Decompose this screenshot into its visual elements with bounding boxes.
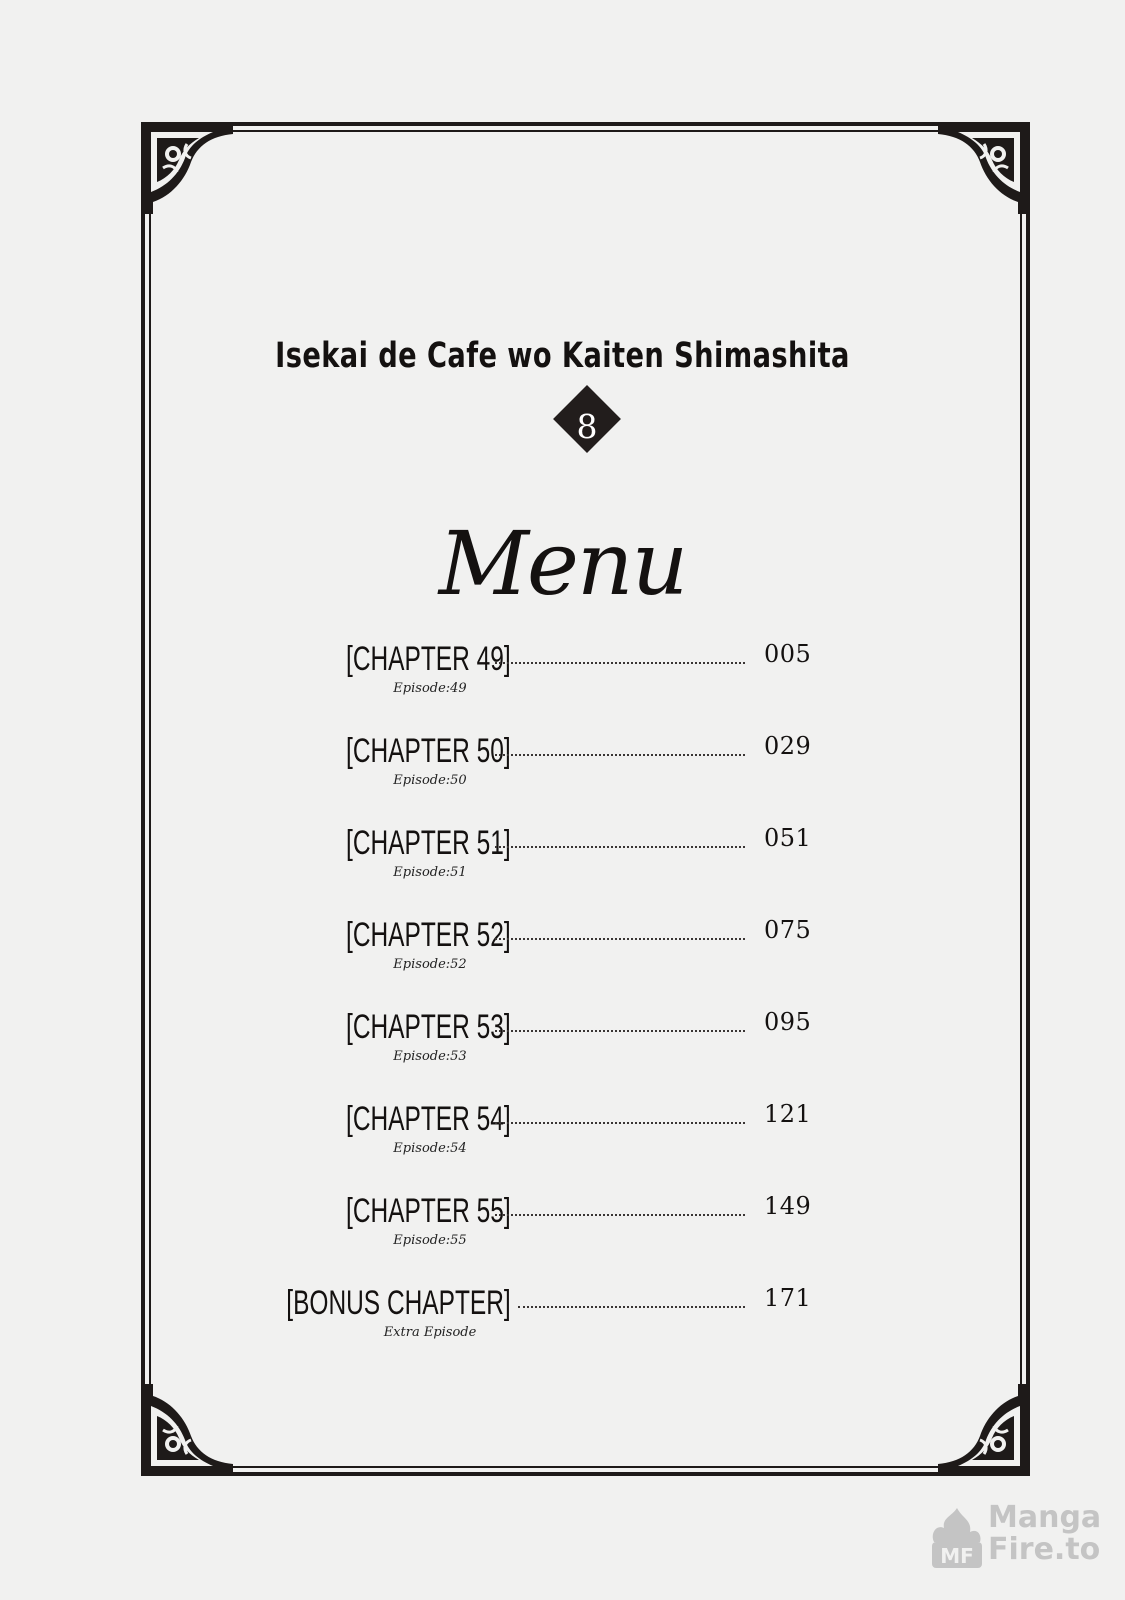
toc-entry-bonus[interactable] xyxy=(286,1284,820,1354)
toc-episode-label: Episode:53 xyxy=(393,1049,467,1064)
toc-page-number: 171 xyxy=(764,1284,812,1312)
toc-chapter-label: [CHAPTER 49] xyxy=(346,640,511,678)
toc-dot-leader xyxy=(495,1030,745,1032)
toc-entry[interactable] xyxy=(320,732,820,802)
toc-episode-label: Episode:54 xyxy=(393,1141,467,1156)
toc-dot-leader xyxy=(495,938,745,940)
watermark-line1: Manga xyxy=(988,1500,1102,1535)
toc-episode-label: Episode:50 xyxy=(393,773,467,788)
toc-dot-leader xyxy=(495,662,745,664)
toc-entry[interactable] xyxy=(320,1100,820,1170)
toc-entry[interactable] xyxy=(320,916,820,986)
logo-mark-text: MF xyxy=(940,1544,974,1568)
corner-ornament-icon xyxy=(141,122,233,214)
toc-episode-label: Episode:51 xyxy=(393,865,467,880)
toc-page-number: 005 xyxy=(764,640,812,668)
corner-ornament-icon xyxy=(141,1384,233,1476)
toc-chapter-label: [BONUS CHAPTER] xyxy=(286,1284,511,1322)
toc-page-number: 075 xyxy=(764,916,812,944)
toc-episode-label: Extra Episode xyxy=(383,1325,477,1340)
toc-page-number: 029 xyxy=(764,732,812,760)
toc-episode-label: Episode:55 xyxy=(393,1233,467,1248)
toc-episode-label: Episode:52 xyxy=(393,957,467,972)
flame-logo-icon xyxy=(928,1506,986,1570)
toc-dot-leader xyxy=(495,1122,745,1124)
toc-chapter-label: [CHAPTER 50] xyxy=(346,732,511,770)
menu-heading: Menu xyxy=(438,512,687,615)
toc-chapter-label: [CHAPTER 55] xyxy=(346,1192,511,1230)
corner-ornament-icon xyxy=(938,1384,1030,1476)
mangafire-watermark xyxy=(928,1500,1102,1572)
toc-chapter-label: [CHAPTER 54] xyxy=(346,1100,511,1138)
watermark-text xyxy=(988,1502,1101,1566)
series-title: Isekai de Cafe wo Kaiten Shimashita xyxy=(275,336,850,376)
toc-entry[interactable] xyxy=(320,640,820,710)
toc-page-number: 051 xyxy=(764,824,812,852)
toc-page-number: 121 xyxy=(764,1100,812,1128)
watermark-line2: Fire.to xyxy=(988,1532,1101,1567)
toc-episode-label: Episode:49 xyxy=(393,681,467,696)
toc-page-number: 095 xyxy=(764,1008,812,1036)
toc-dot-leader xyxy=(518,1306,745,1308)
toc-entry[interactable] xyxy=(320,824,820,894)
toc-chapter-label: [CHAPTER 53] xyxy=(346,1008,511,1046)
toc-chapter-label: [CHAPTER 52] xyxy=(346,916,511,954)
corner-ornament-icon xyxy=(938,122,1030,214)
toc-chapter-label: [CHAPTER 51] xyxy=(346,824,511,862)
toc-page-number: 149 xyxy=(764,1192,812,1220)
toc-entry[interactable] xyxy=(320,1008,820,1078)
toc-dot-leader xyxy=(495,754,745,756)
toc-dot-leader xyxy=(495,846,745,848)
volume-number: 8 xyxy=(576,407,598,446)
toc-entry[interactable] xyxy=(320,1192,820,1262)
toc-dot-leader xyxy=(495,1214,745,1216)
